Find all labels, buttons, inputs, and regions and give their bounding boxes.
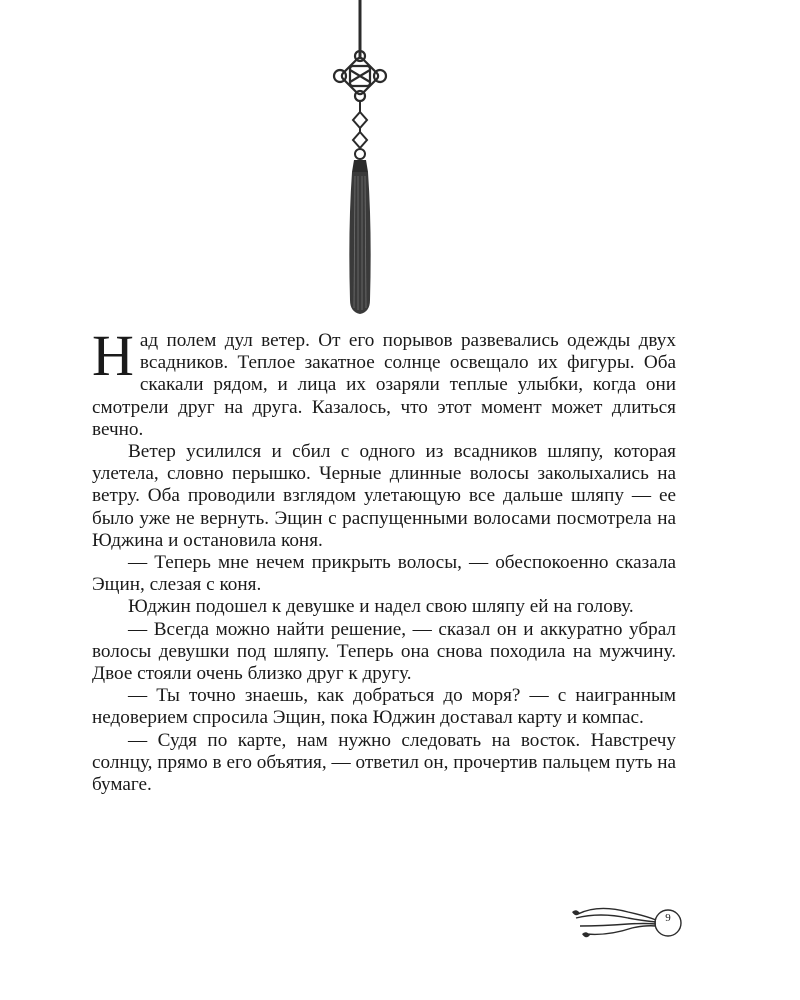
body-text [92,323,676,796]
hanging-tassel-knot-icon [310,0,410,320]
drop-cap: Н [92,323,134,388]
paragraph-text: ад полем дул ветер. От его порывов развевались одежды двух всадников. Теплое закатное солнце освещало их фигуры. Оба скакали рядом, и лица их озаряли теплые улыбки, когда они смотрели друг на друга. Казалось, что этот момент может длиться вечно. [92,330,676,440]
paragraph: — Судя по карте, нам нужно следовать на восток. Навстречу солнцу, прямо в его объятия, — ответил он, прочертив пальцем путь на бумаге. [92,729,676,796]
paragraph: — Теперь мне нечем прикрыть волосы, — обеспокоенно сказала Эщин, слезая с коня. [92,552,676,596]
paragraph: — Ты точно знаешь, как добраться до моря? — с наигранным недоверием спросила Эщин, пока Юджин доставал карту и компас. [92,685,676,729]
paragraph: Юджин подошел к девушке и надел свою шляпу ей на голову. [128,596,634,618]
paragraph [92,323,676,441]
paragraph: Ветер усилился и сбил с одного из всадников шляпу, которая улетела, словно перышко. Черные длинные волосы заколыхались на ветру. Оба проводили взглядом улетающую все дальше шляпу — ее было уже не вернуть. Эщин с распущенными волосами посмотрела на Юджина и остановила коня. [92,441,676,551]
page-number: 9 [665,912,671,924]
paragraph: — Всегда можно найти решение, — сказал он и аккуратно убрал волосы девушки под шляпу. Теперь она снова походила на мужчину. Двое стояли очень близко друг к другу. [92,618,676,685]
